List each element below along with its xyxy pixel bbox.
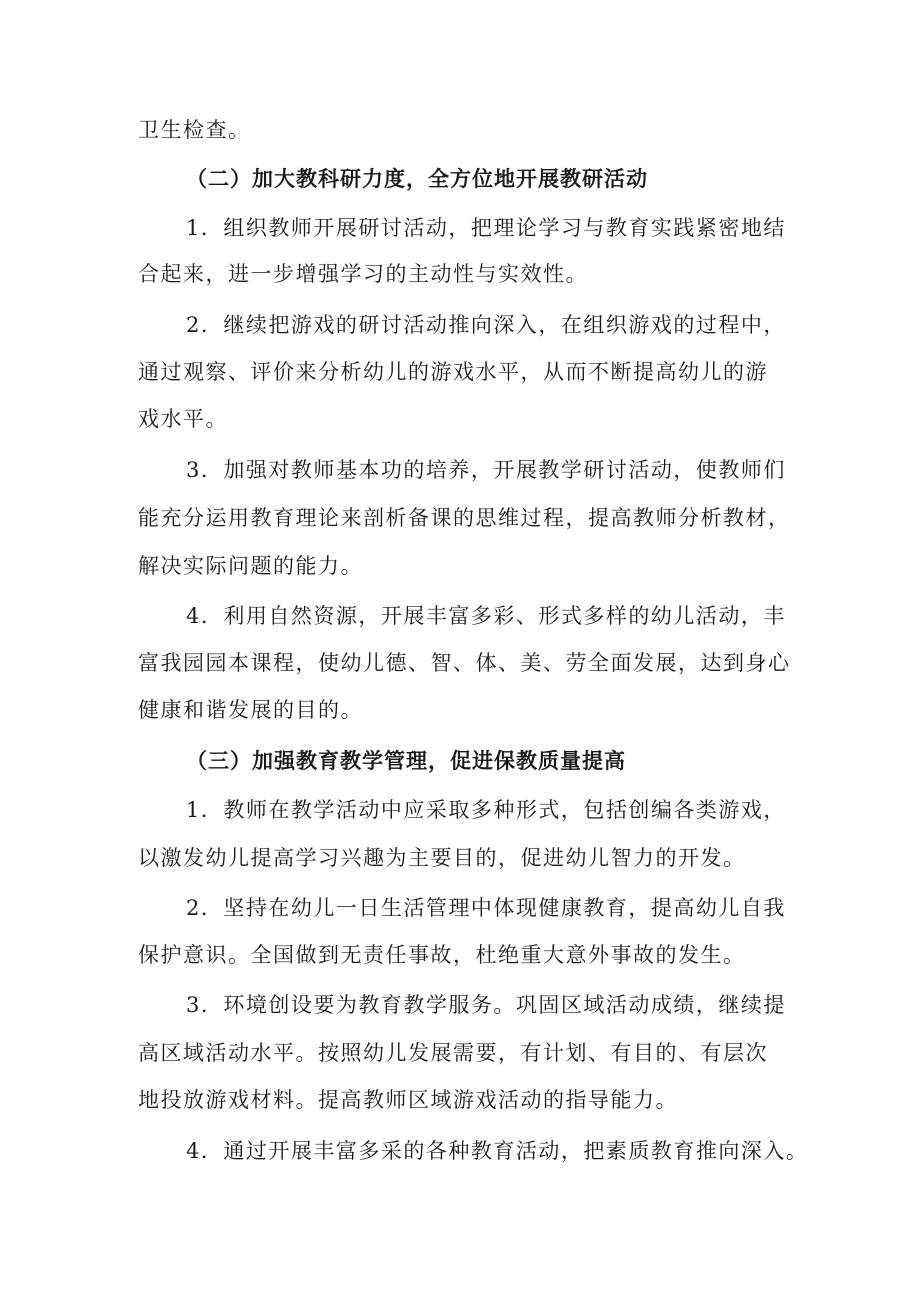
paragraph-line: 解决实际问题的能力。: [138, 554, 363, 578]
paragraph-line: 4．利用自然资源，开展丰富多彩、形式多样的幼儿活动，丰: [186, 604, 786, 628]
paragraph-line: 地投放游戏材料。提高教师区域游戏活动的指导能力。: [138, 1088, 678, 1112]
paragraph-line: 合起来，进一步增强学习的主动性与实效性。: [138, 262, 588, 286]
paragraph-line: 1．教师在教学活动中应采取多种形式，包括创编各类游戏，: [186, 798, 786, 822]
paragraph-line: 戏水平。: [138, 407, 228, 431]
paragraph-line: 保护意识。全国做到无责任事故，杜绝重大意外事故的发生。: [138, 943, 746, 967]
paragraph-line: 通过观察、评价来分析幼儿的游戏水平，从而不断提高幼儿的游: [138, 360, 768, 384]
paragraph-line: 健康和谐发展的目的。: [138, 698, 363, 722]
section-heading-2: （二）加大教科研力度，全方位地开展教研活动: [186, 166, 648, 191]
paragraph-line: 1．组织教师开展研讨活动，把理论学习与教育实践紧密地结: [186, 216, 786, 240]
paragraph-line: 卫生检查。: [138, 118, 251, 142]
paragraph-line: 3．环境创设要为教育教学服务。巩固区域活动成绩，继续提: [186, 993, 786, 1017]
paragraph-line: 富我园园本课程，使幼儿德、智、体、美、劳全面发展，达到身心: [138, 651, 791, 675]
paragraph-line: 4．通过开展丰富多采的各种教育活动，把素质教育推向深入。: [186, 1139, 809, 1163]
paragraph-line: 能充分运用教育理论来剖析备课的思维过程，提高教师分析教材，: [138, 506, 791, 530]
paragraph-line: 2．继续把游戏的研讨活动推向深入，在组织游戏的过程中，: [186, 313, 786, 337]
paragraph-line: 以激发幼儿提高学习兴趣为主要目的，促进幼儿智力的开发。: [138, 846, 746, 870]
section-heading-3: （三）加强教育教学管理，促进保教质量提高: [186, 748, 626, 773]
paragraph-line: 高区域活动水平。按照幼儿发展需要，有计划、有目的、有层次: [138, 1041, 768, 1065]
paragraph-line: 2．坚持在幼儿一日生活管理中体现健康教育，提高幼儿自我: [186, 896, 786, 920]
paragraph-line: 3．加强对教师基本功的培养，开展教学研讨活动，使教师们: [186, 458, 786, 482]
